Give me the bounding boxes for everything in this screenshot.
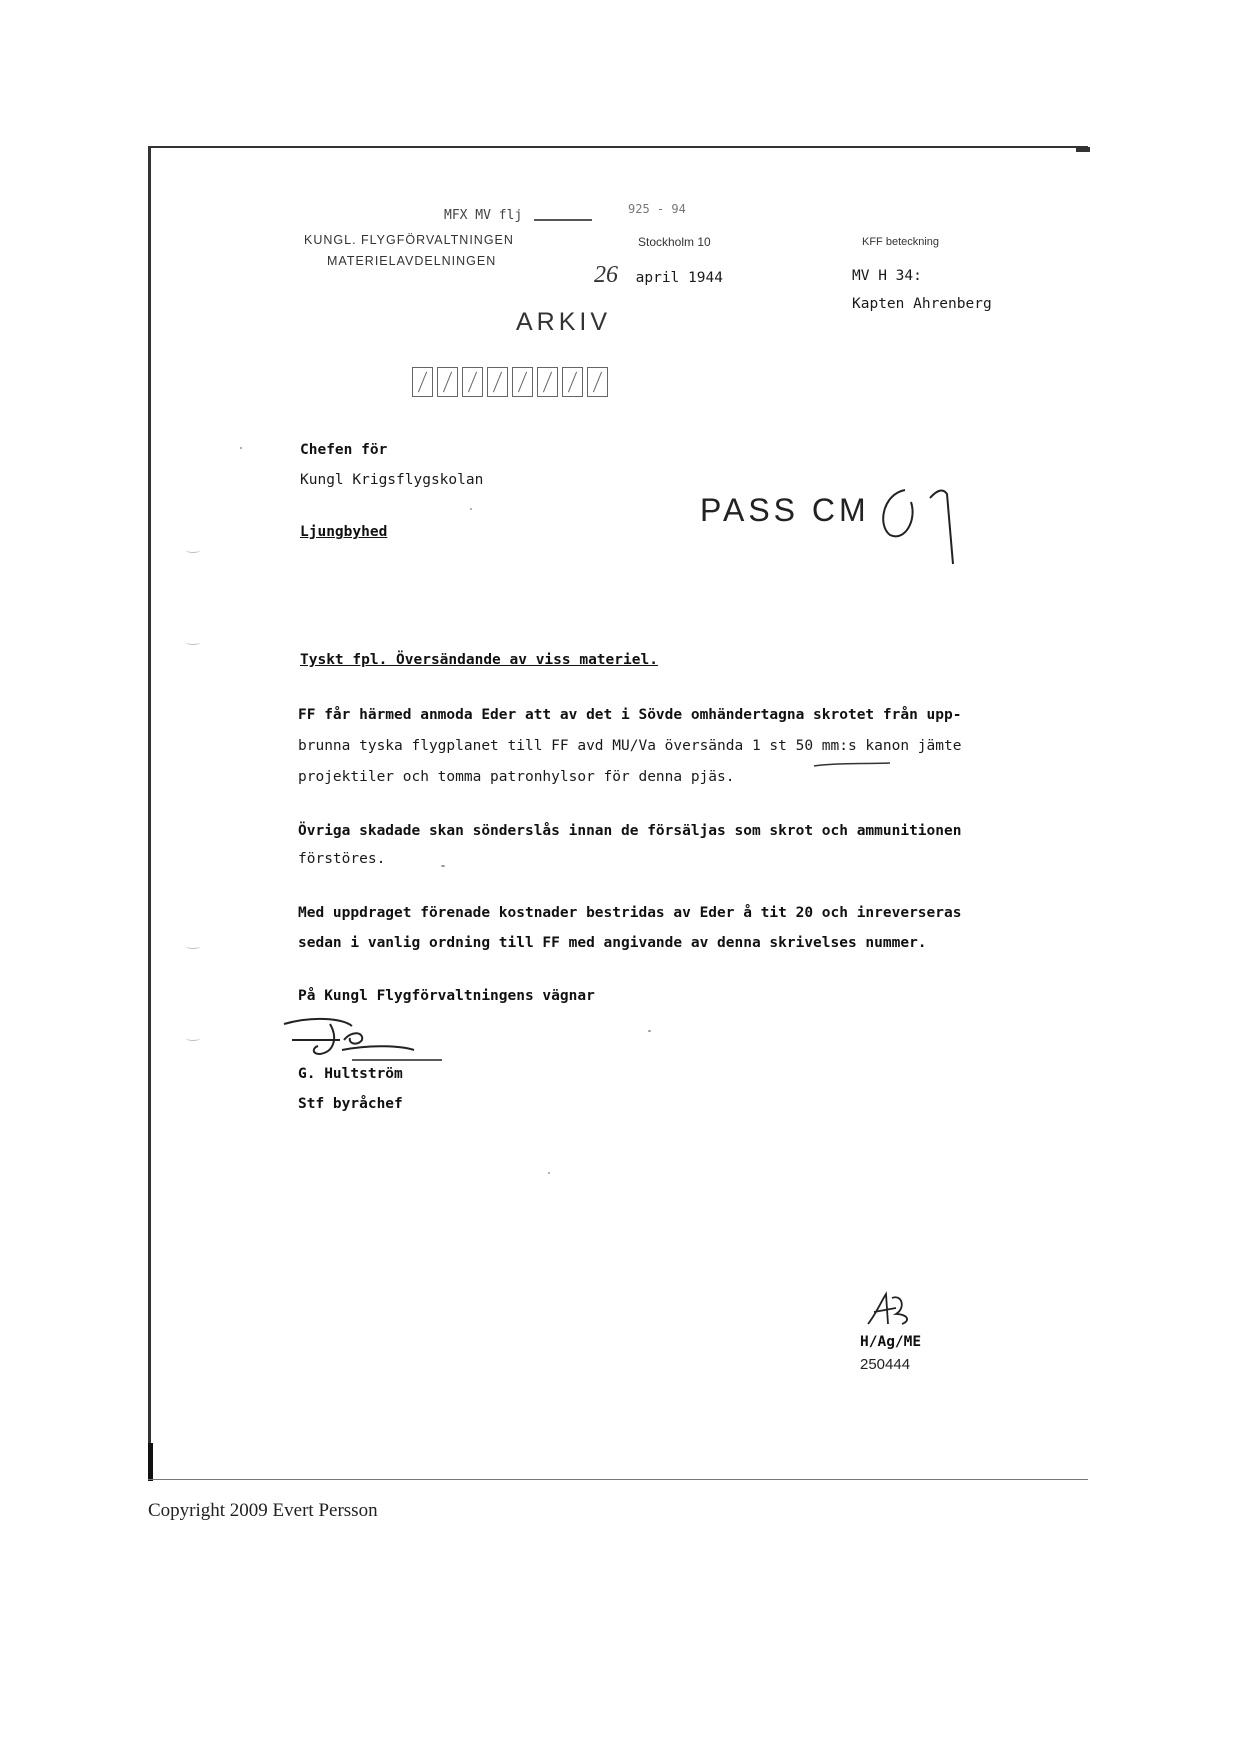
organization-name: KUNGL. FLYGFÖRVALTNINGEN [304, 233, 514, 247]
paragraph-3-line: sedan i vanlig ordning till FF med angivande av denna skrivelses nummer. [298, 935, 927, 951]
filing-box [462, 367, 483, 397]
scan-speck [548, 1172, 550, 1174]
paragraph-1-line: projektiler och tomma patronhylsor för denna pjäs. [298, 769, 735, 785]
date-day: 26 [594, 262, 618, 288]
filing-box [512, 367, 533, 397]
handwritten-scribble-icon [875, 480, 965, 570]
letter-date [594, 262, 723, 289]
punch-mark [186, 548, 200, 553]
filing-box [437, 367, 458, 397]
kff-label: KFF beteckning [862, 236, 940, 248]
punch-mark [186, 944, 200, 949]
paragraph-2-line: förstöres. [298, 851, 386, 867]
paragraph-1-line: brunna tyska flygplanet till FF avd MU/Va översända 1 st 50 mm:s kanon jämte [298, 738, 962, 754]
scan-speck [470, 508, 472, 510]
filing-box [537, 367, 558, 397]
ink-underline-mark [812, 760, 892, 770]
initials-scribble [862, 1290, 922, 1330]
punch-mark [186, 1036, 200, 1041]
file-codes: MFX MV flj [444, 208, 592, 223]
scan-frame-top-line [148, 146, 1088, 148]
handwritten-signature [282, 1010, 452, 1070]
copyright-notice: Copyright 2009 Evert Persson [148, 1500, 378, 1521]
stamp-codes: 925 - 94 [628, 202, 686, 216]
scan-frame-left-line [148, 146, 151, 1481]
filing-box [587, 367, 608, 397]
date-month-year: april 1944 [635, 270, 723, 286]
city: Stockholm 10 [638, 235, 711, 249]
recipient-line-3: Ljungbyhed [300, 524, 388, 540]
scan-frame-left-thick [148, 1443, 153, 1481]
filing-box [562, 367, 583, 397]
paragraph-2-line: Övriga skadade skan sönderslås innan de försäljas som skrot och ammunitionen [298, 823, 962, 839]
handwritten-annotation: PASS CM [700, 492, 870, 528]
reference-number: 250444 [860, 1356, 911, 1373]
paragraph-3-line: Med uppdraget förenade kostnader bestridas av Eder å tit 20 och inreverseras [298, 905, 962, 921]
scan-frame-top-tab [1076, 147, 1090, 152]
punch-mark [186, 640, 200, 645]
reference-initials: H/Ag/ME [860, 1334, 922, 1350]
closing-line: På Kungl Flygförvaltningens vägnar [298, 988, 595, 1004]
filing-box [412, 367, 433, 397]
recipient-line-1: Chefen för [300, 442, 388, 458]
letter-subject: Tyskt fpl. Översändande av viss materiel. [300, 652, 658, 668]
recipient-line-2: Kungl Krigsflygskolan [300, 472, 484, 488]
signatory-name: G. Hultström [298, 1066, 403, 1082]
filing-box [487, 367, 508, 397]
department-name: MATERIELAVDELNINGEN [327, 254, 497, 268]
archive-stamp: ARKIV [516, 308, 612, 336]
filing-boxes [412, 367, 608, 397]
paragraph-1-line: FF får härmed anmoda Eder att av det i Sövde omhändertagna skrotet från upp- [298, 707, 962, 723]
kff-reference: MV H 34: [852, 268, 922, 284]
scan-speck [240, 447, 242, 449]
scan-speck [648, 1030, 651, 1032]
scan-frame-bottom-line [148, 1479, 1088, 1480]
scan-speck [441, 865, 445, 867]
handler-name: Kapten Ahrenberg [852, 296, 992, 312]
signatory-title: Stf byråchef [298, 1096, 403, 1112]
